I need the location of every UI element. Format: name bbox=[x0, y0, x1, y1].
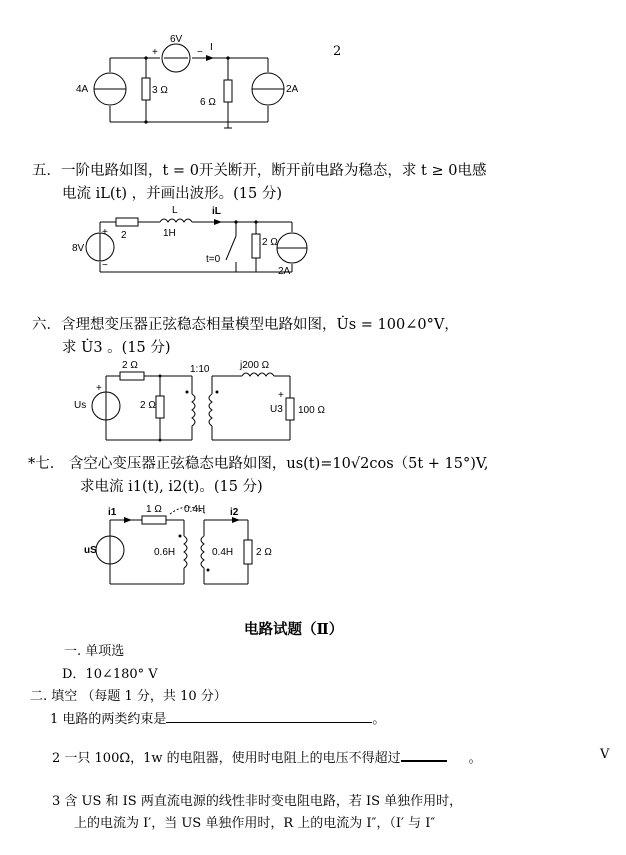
circuit1-label: + bbox=[152, 47, 158, 58]
fill2-end: 。 bbox=[468, 751, 482, 766]
q6-label: + bbox=[278, 390, 284, 401]
part1-heading: 一. 单项选 bbox=[64, 644, 125, 659]
q7-label: 2 Ω bbox=[256, 547, 272, 558]
q6-text-line2: 求 U̇3 。(15 分) bbox=[62, 340, 171, 356]
q5-text-line2: 电流 iL(t) ，并画出波形。(15 分) bbox=[62, 186, 282, 202]
q6-label: 1:10 bbox=[190, 364, 210, 375]
circuit1-label: − bbox=[197, 47, 203, 58]
circuit1-label: 3 Ω bbox=[152, 85, 168, 96]
option-d: D．10∠180° V bbox=[62, 667, 158, 682]
fill2-unit: V bbox=[600, 747, 610, 762]
q6-label: 2 Ω bbox=[140, 400, 156, 411]
q5-label: 2 Ω bbox=[262, 237, 278, 248]
q5-label: 2 bbox=[121, 230, 127, 241]
q5-label: iL bbox=[212, 206, 221, 217]
fill1-end: 。 bbox=[372, 712, 386, 727]
circuit1-label: 6V bbox=[170, 34, 183, 45]
circuit1-label: 4A bbox=[76, 84, 89, 95]
fill2-answer-blank[interactable] bbox=[401, 748, 447, 762]
q7-text-line2: 求电流 i1(t), i2(t)。(15 分) bbox=[80, 479, 263, 495]
q6-label: j200 Ω bbox=[240, 360, 270, 371]
q7-label: 0.6H bbox=[154, 547, 176, 558]
section-title: 电路试题（Ⅱ） bbox=[244, 621, 344, 638]
q6-label: + bbox=[96, 383, 102, 394]
q6-label: 100 Ω bbox=[298, 405, 325, 416]
circuit1-label: I bbox=[210, 42, 213, 53]
q5-text-line1: 五．一阶电路如图，t = 0开关断开，断开前电路为稳态，求 t ≥ 0电感 bbox=[32, 163, 487, 179]
fill-question-2 bbox=[52, 747, 482, 766]
part2-heading: 二. 填空 （每题 1 分，共 10 分） bbox=[30, 689, 227, 704]
q5-label: 2A bbox=[278, 266, 291, 277]
q6-text-line1: 六．含理想变压器正弦稳态相量模型电路如图，U̇s = 100∠0°V， bbox=[32, 317, 459, 333]
page-number: 2 bbox=[333, 44, 342, 59]
q5-label: 1H bbox=[163, 228, 176, 239]
fill2-text: 2 一只 100Ω，1w 的电阻器，使用时电阻上的电压不得超过 bbox=[52, 751, 401, 766]
q5-label: − bbox=[102, 260, 108, 271]
q6-label: Us bbox=[74, 400, 87, 411]
fill-question-1 bbox=[50, 708, 385, 727]
q5-label: t=0 bbox=[206, 254, 221, 265]
q7-label: i2 bbox=[230, 507, 239, 518]
q6-label: U3 bbox=[270, 404, 283, 415]
q7-label: uS bbox=[84, 545, 97, 556]
fill-question-3-line2: 上的电流为 I′，当 US 单独作用时，R 上的电流为 I″，（I′ 与 I″ bbox=[74, 816, 436, 831]
q7-label: 1 Ω bbox=[146, 504, 162, 515]
q7-label: 0.4H bbox=[184, 504, 206, 515]
fill1-answer-blank[interactable] bbox=[166, 710, 372, 723]
q6-label: 2 Ω bbox=[122, 360, 138, 371]
q7-text-line1: *七． 含空心变压器正弦稳态电路如图，us(t)=10√2cos（5t + 15°)V, bbox=[28, 456, 489, 472]
circuit1-label: 2A bbox=[286, 84, 299, 95]
fill-question-3-line1: 3 含 US 和 IS 两直流电源的线性非时变电阻电路，若 IS 单独作用时， bbox=[52, 794, 463, 809]
q7-label: 0.4H bbox=[212, 547, 234, 558]
q7-label: i1 bbox=[108, 507, 117, 518]
q5-label: 8V bbox=[72, 243, 85, 254]
q5-label: + bbox=[102, 227, 108, 238]
circuit1-label: 6 Ω bbox=[200, 97, 216, 108]
voltage-source-us bbox=[96, 536, 124, 564]
fill1-text: 1 电路的两类约束是 bbox=[50, 712, 167, 727]
q5-label: L bbox=[172, 205, 178, 216]
